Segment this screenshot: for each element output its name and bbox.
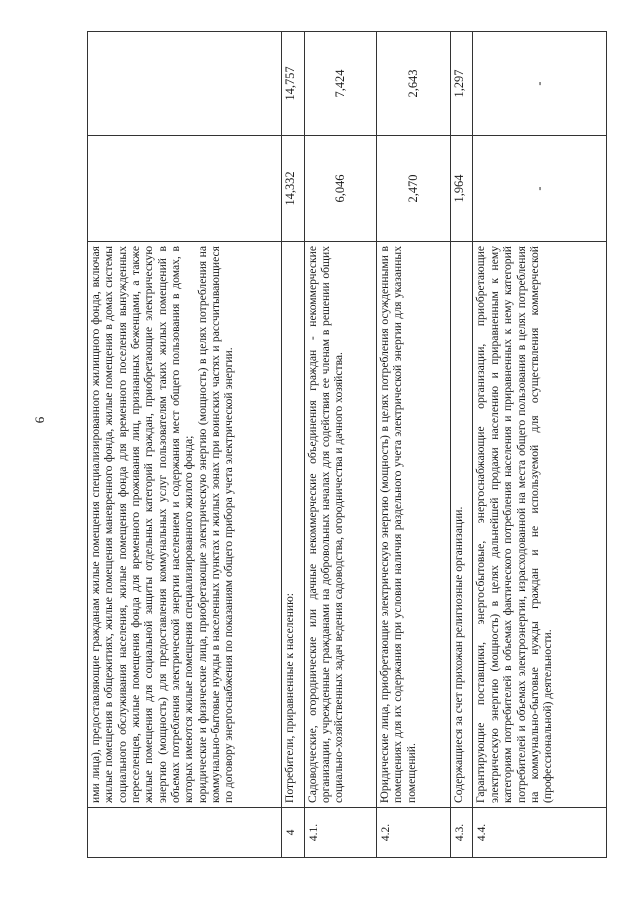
row-description: Юридические лица, приобретающие электрическую энергию (мощность) в целях потребления осужденными в помещениях для их содержания при условии наличия раздельного учета электрической энергии для указанных помещений.	[377, 242, 451, 808]
rotated-table-container	[87, 32, 607, 858]
value-col-2: 2,643	[377, 32, 451, 136]
value-col-1: 2,470	[377, 136, 451, 242]
value-col-1: 1,964	[451, 136, 473, 242]
row-description: Садоводческие, огороднические или дачные некоммерческие объединения граждан - некоммерческие организации, учрежденные гражданами на добровольных началах для содействия ее членам в решении общих социально-хозяйственных задач ведения садоводства, огородничества и дачного хозяйства.	[304, 242, 377, 808]
row-description: Потребители, приравненные к населению:	[282, 242, 304, 808]
table-row	[88, 32, 282, 858]
table-row	[473, 32, 607, 858]
value-col-2: -	[473, 32, 607, 136]
row-number: 4	[282, 808, 304, 858]
value-col-2: 14,757	[282, 32, 304, 136]
row-number	[88, 808, 282, 858]
value-col-1: -	[473, 136, 607, 242]
value-col-2: 7,424	[304, 32, 377, 136]
row-description: Содержащиеся за счет прихожан религиозные организации.	[451, 242, 473, 808]
row-number: 4.2.	[377, 808, 451, 858]
table-row	[304, 32, 377, 858]
page-number: 9	[32, 416, 48, 424]
table-row	[451, 32, 473, 858]
table-row	[377, 32, 451, 858]
value-col-1: 14,332	[282, 136, 304, 242]
value-col-2: 1,297	[451, 32, 473, 136]
row-number: 4.4.	[473, 808, 607, 858]
row-number: 4.3.	[451, 808, 473, 858]
row-number: 4.1.	[304, 808, 377, 858]
row-description: ими лица), предоставляющие гражданам жилые помещения специализированного жилищного фонда, включая жилые помещения в общежитиях, жилые помещения маневренного фонда, жилые помещения в домах системы социального обслуживания населения, жилые помещения фонда для временного поселения вынужденных переселенцев, жилые помещения фонда для временного проживания лиц, признанных беженцами, а также жилые помещения для социальной защиты отдельных категорий граждан, приобретающие электрическую энергию (мощность) для предоставления коммунальных услуг пользователям таких жилых помещений в объемах потребления электрической энергии населением и содержания мест общего пользования в домах, в которых имеются жилые помещения специализированного жилого фонда; юридические и физические лица, приобретающие электрическую энергию (мощность) в целях потребления на коммунально-бытовые нужды в населенных пунктах и жилых зонах при воинских частях и рассчитывающиеся по договору энергоснабжения по показаниям общего прибора учета электрической энергии.	[88, 242, 282, 808]
tariff-table	[87, 31, 607, 858]
value-col-1	[88, 136, 282, 242]
table-row	[282, 32, 304, 858]
value-col-2	[88, 32, 282, 136]
row-description: Гарантирующие поставщики, энергосбытовые, энергоснабжающие организации, приобретающие электрическую энергию (мощность) в целях дальнейшей продажи населению и приравненным к нему категориям потребителей в объемах фактического потребления населения и приравненных к нему категорий потребителей и объемах электроэнергии, израсходованной на места общего пользования в целях потребления на коммунально-бытовые нужды граждан и не используемой для осуществления коммерческой (профессиональной) деятельности.	[473, 242, 607, 808]
value-col-1: 6,046	[304, 136, 377, 242]
